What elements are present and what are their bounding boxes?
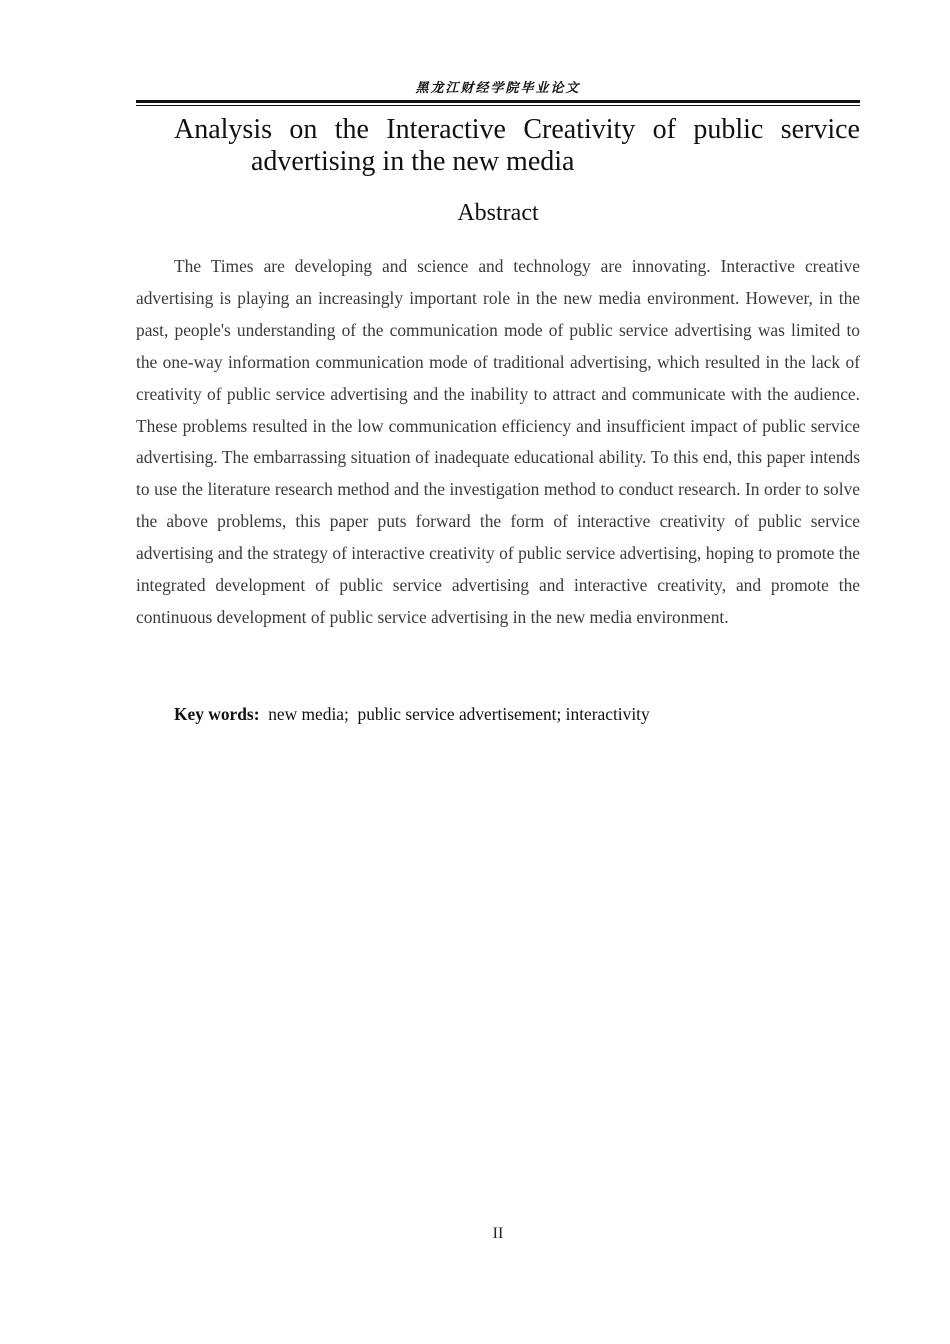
keywords-label: Key words:: [174, 704, 260, 724]
paper-title-line-1: Analysis on the Interactive Creativity of public service: [174, 114, 860, 145]
header-double-rule: [136, 100, 860, 106]
paper-title: [174, 114, 860, 178]
page-number: II: [492, 1225, 504, 1242]
abstract-body: The Times are developing and science and technology are innovating. Interactive creative advertising is playing an increasingly important role in the new media environment. However, in the past, people's understanding of the communication mode of public service advertising was limited to the one-way information communication mode of traditional advertising, which resulted in the lack of creativity of public service advertising and the inability to attract and communicate with the audience. These problems resulted in the low communication efficiency and insufficient impact of public service advertising. The embarrassing situation of inadequate educational ability. To this end, this paper intends to use the literature research method and the investigation method to conduct research. In order to solve the above problems, this paper puts forward the form of interactive creativity of public service advertising and the strategy of interactive creativity of public service advertising, hoping to promote the integrated development of public service advertising and interactive creativity, and promote the continuous development of public service advertising in the new media environment.: [136, 256, 860, 627]
abstract-heading: Abstract: [457, 200, 539, 226]
paper-title-line-2: advertising in the new media: [251, 146, 575, 177]
keywords-value: new media; public service advertisement; interactivity: [259, 704, 650, 724]
running-header: 黑龙江财经学院毕业论文: [415, 81, 581, 96]
keywords-line: [174, 700, 860, 728]
